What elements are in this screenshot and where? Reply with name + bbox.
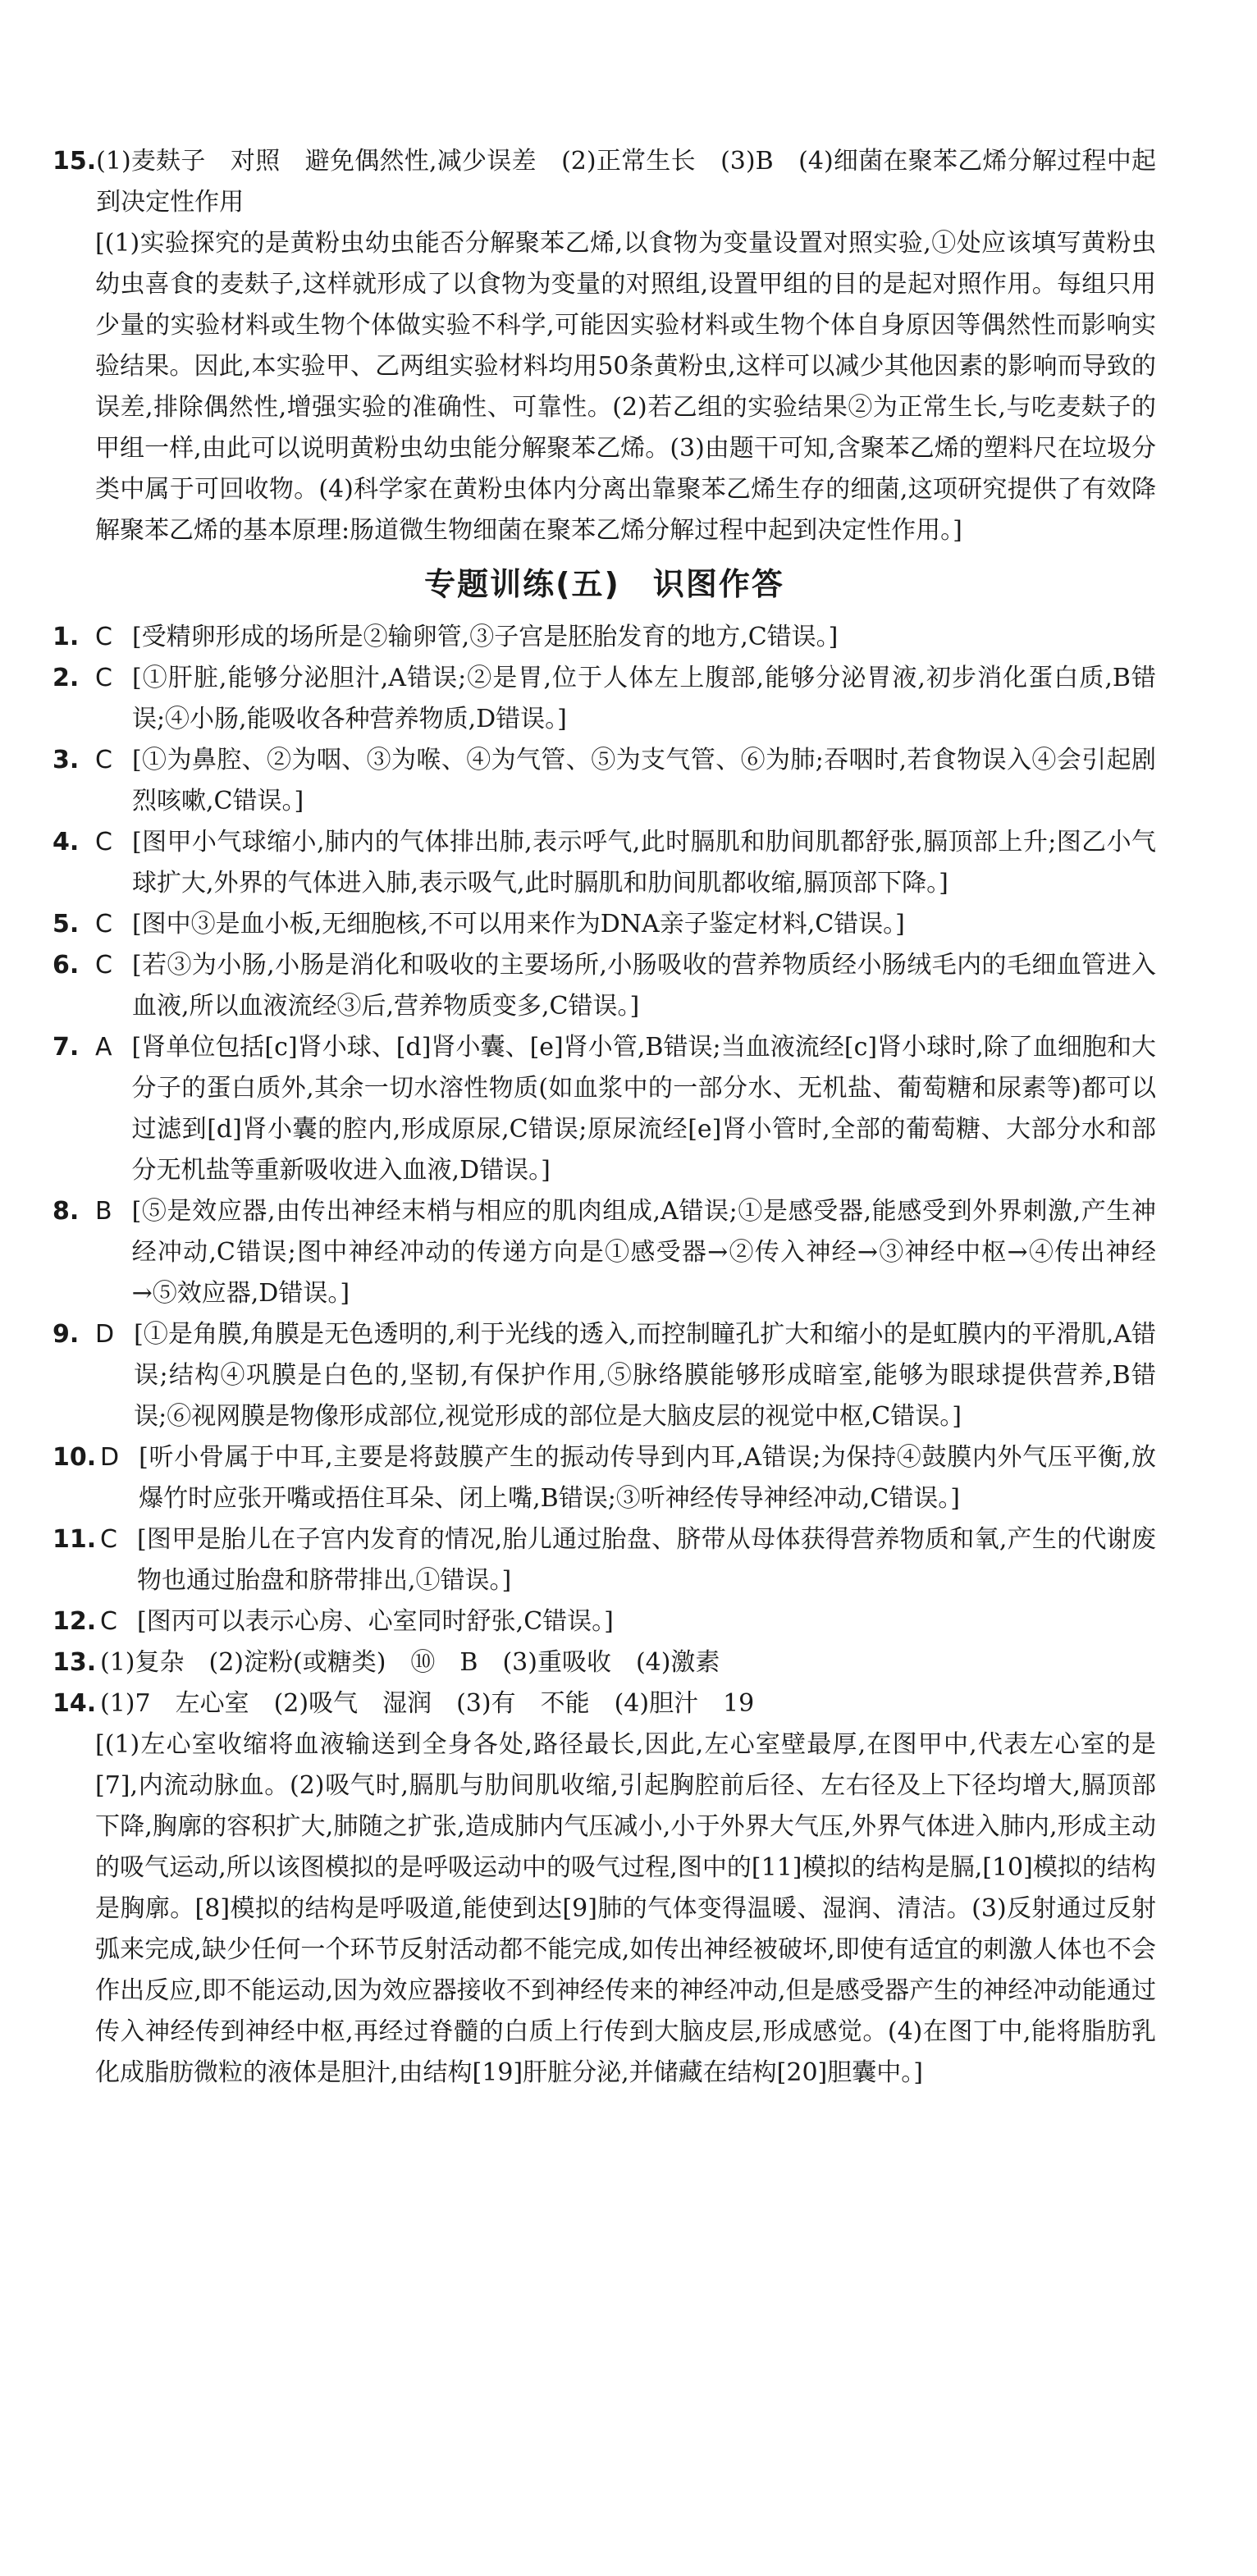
question-11: [53, 1519, 1156, 1601]
answer-choice: D: [95, 1320, 115, 1349]
answer-choice: C: [95, 828, 112, 856]
question-number: 2.: [53, 664, 80, 692]
answer-choice: C: [100, 1525, 117, 1554]
question-12: [53, 1601, 1156, 1642]
question-number: 4.: [53, 828, 80, 856]
question-2: [53, 658, 1156, 740]
answer-choice: B: [95, 1197, 112, 1226]
explanation: [图中③是血小板,无细胞核,不可以用来作为DNA亲子鉴定材料,C错误。]: [131, 910, 905, 939]
explanation: [(1)左心室收缩将血液输送到全身各处,路径最长,因此,左心室壁最厚,在图甲中,代表左心室的是[7],内流动脉血。(2)吸气时,膈肌与肋间肌收缩,引起胸腔前后径、左右径及上下径均增大,膈顶部下降,胸廓的容积扩大,肺随之扩张,造成肺内气压减小,小于外界大气压,外界气体进入肺内,形成主动的吸气运动,所以该图模拟的是呼吸运动中的吸气过程,图中的[11]模拟的结构是膈,[10]模拟的结构是胸廓。[8]模拟的结构是呼吸道,能使到达[9]肺的气体变得温暖、湿润、清洁。(3)反射通过反射弧来完成,缺少任何一个环节反射活动都不能完成,如传出神经被破坏,即使有适宜的刺激人体也不会作出反应,即不能运动,因为效应器接收不到神经传来的神经冲动,但是感受器产生的神经冲动能通过传入神经传到神经中枢,再经过脊髓的白质上行传到大脑皮层,形成感觉。(4)在图丁中,能将脂肪乳化成脂肪微粒的液体是胆汁,由结构[19]肝脏分泌,并储藏在结构[20]胆囊中。]: [95, 1730, 1156, 2087]
explanation: [受精卵形成的场所是②输卵管,③子宫是胚胎发育的地方,C错误。]: [131, 623, 839, 651]
explanation: [⑤是效应器,由传出神经末梢与相应的肌肉组成,A错误;①是感受器,能感受到外界刺激,产生神经冲动,C错误;图中神经冲动的传递方向是①感受器→②传入神经→③神经中枢→④传出神经→⑤效应器,D错误。]: [131, 1197, 1156, 1308]
explanation: [图丙可以表示心房、心室同时舒张,C错误。]: [136, 1607, 614, 1636]
explanation: [听小骨属于中耳,主要是将鼓膜产生的振动传导到内耳,A错误;为保持④鼓膜内外气压平衡,放爆竹时应张开嘴或捂住耳朵、闭上嘴,B错误;③听神经传导神经冲动,C错误。]: [139, 1443, 1156, 1513]
answer-choice: C: [95, 623, 112, 651]
question-number: 10.: [53, 1443, 97, 1472]
answer-line: (1)麦麸子 对照 避免偶然性,减少误差 (2)正常生长 (3)B (4)细菌在聚苯乙烯分解过程中起到决定性作用: [96, 147, 1156, 217]
question-8: [53, 1191, 1156, 1314]
question-number: 11.: [53, 1525, 97, 1554]
question-1: [53, 617, 1156, 658]
question-number: 7.: [53, 1033, 80, 1062]
question-14: [53, 1683, 1156, 2094]
question-number: 9.: [53, 1320, 80, 1349]
explanation: [(1)实验探究的是黄粉虫幼虫能否分解聚苯乙烯,以食物为变量设置对照实验,①处应该填写黄粉虫幼虫喜食的麦麸子,这样就形成了以食物为变量的对照组,设置甲组的目的是起对照作用。每组只用少量的实验材料或生物个体做实验不科学,可能因实验材料或生物个体自身原因等偶然性而影响实验结果。因此,本实验甲、乙两组实验材料均用50条黄粉虫,这样可以减少其他因素的影响而导致的误差,排除偶然性,增强实验的准确性、可靠性。(2)若乙组的实验结果②为正常生长,与吃麦麸子的甲组一样,由此可以说明黄粉虫幼虫能分解聚苯乙烯。(3)由题干可知,含聚苯乙烯的塑料尺在垃圾分类中属于可回收物。(4)科学家在黄粉虫体内分离出靠聚苯乙烯生存的细菌,这项研究提供了有效降解聚苯乙烯的基本原理:肠道微生物细菌在聚苯乙烯分解过程中起到决定性作用。]: [95, 229, 1156, 545]
question-6: [53, 945, 1156, 1027]
section-title: 专题训练(五) 识图作答: [424, 566, 784, 602]
explanation: [①为鼻腔、②为咽、③为喉、④为气管、⑤为支气管、⑥为肺;吞咽时,若食物误入④会引起剧烈咳嗽,C错误。]: [131, 746, 1156, 815]
explanation: [肾单位包括[c]肾小球、[d]肾小囊、[e]肾小管,B错误;当血液流经[c]肾小球时,除了血细胞和大分子的蛋白质外,其余一切水溶性物质(如血浆中的一部分水、无机盐、葡萄糖和尿素等)都可以过滤到[d]肾小囊的腔内,形成原尿,C错误;原尿流经[e]肾小管时,全部的葡萄糖、大部分水和部分无机盐等重新吸收进入血液,D错误。]: [131, 1033, 1156, 1185]
answer-choice: C: [95, 664, 112, 692]
explanation: [图甲小气球缩小,肺内的气体排出肺,表示呼气,此时膈肌和肋间肌都舒张,膈顶部上升;图乙小气球扩大,外界的气体进入肺,表示吸气,此时膈肌和肋间肌都收缩,膈顶部下降。]: [131, 828, 1156, 897]
question-number: 14.: [53, 1689, 97, 1718]
explanation: [①肝脏,能够分泌胆汁,A错误;②是胃,位于人体左上腹部,能够分泌胃液,初步消化蛋白质,B错误;④小肠,能吸收各种营养物质,D错误。]: [131, 664, 1156, 733]
answer-line: (1)复杂 (2)淀粉(或糖类) ⑩ B (3)重吸收 (4)激素: [100, 1648, 720, 1677]
question-5: [53, 904, 1156, 945]
content-column: [53, 141, 1156, 2094]
question-9: [53, 1314, 1156, 1437]
question-number: 15.: [53, 147, 97, 176]
question-10: [53, 1437, 1156, 1519]
answer-choice: C: [95, 746, 112, 774]
question-4: [53, 822, 1156, 904]
question-number: 13.: [53, 1648, 97, 1677]
answer-choice: A: [95, 1033, 112, 1062]
question-15: [53, 141, 1156, 551]
question-number: 3.: [53, 746, 80, 774]
question-7: [53, 1027, 1156, 1191]
question-13: [53, 1642, 1156, 1683]
answer-line: (1)7 左心室 (2)吸气 湿润 (3)有 不能 (4)胆汁 19: [100, 1689, 755, 1718]
explanation: [①是角膜,角膜是无色透明的,利于光线的透入,而控制瞳孔扩大和缩小的是虹膜内的平滑肌,A错误;结构④巩膜是白色的,坚韧,有保护作用,⑤脉络膜能够形成暗室,能够为眼球提供营养,B错误;⑥视网膜是物像形成部位,视觉形成的部位是大脑皮层的视觉中枢,C错误。]: [134, 1320, 1156, 1431]
explanation: [图甲是胎儿在子宫内发育的情况,胎儿通过胎盘、脐带从母体获得营养物质和氧,产生的代谢废物也通过胎盘和脐带排出,①错误。]: [136, 1525, 1156, 1595]
answer-choice: D: [100, 1443, 120, 1472]
question-number: 8.: [53, 1197, 80, 1226]
answer-choice: C: [95, 951, 112, 980]
question-number: 1.: [53, 623, 80, 651]
question-number: 5.: [53, 910, 80, 939]
question-number: 6.: [53, 951, 80, 980]
answer-choice: C: [100, 1607, 117, 1636]
question-number: 12.: [53, 1607, 97, 1636]
explanation: [若③为小肠,小肠是消化和吸收的主要场所,小肠吸收的营养物质经小肠绒毛内的毛细血管进入血液,所以血液流经③后,营养物质变多,C错误。]: [131, 951, 1156, 1021]
question-3: [53, 740, 1156, 822]
answer-choice: C: [95, 910, 112, 939]
